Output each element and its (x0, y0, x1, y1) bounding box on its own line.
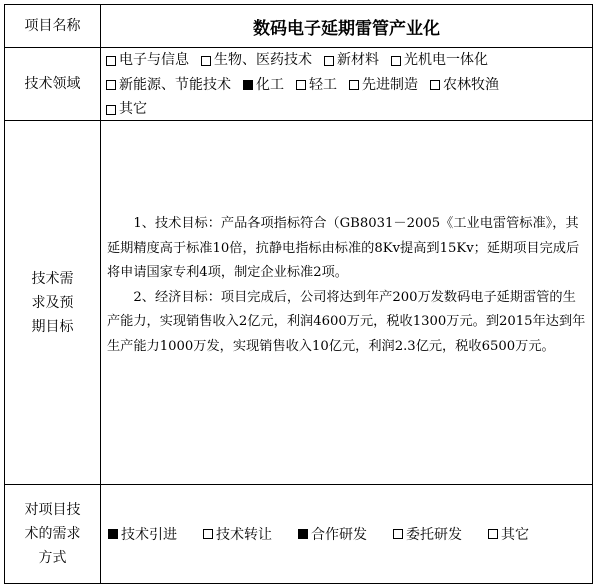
checkbox-box[interactable] (201, 56, 211, 66)
checkbox-box[interactable] (106, 56, 116, 66)
checkbox-other-method[interactable]: 其它 (488, 524, 529, 544)
checkbox-box[interactable] (296, 80, 306, 90)
checkbox-box-checked[interactable] (243, 80, 253, 90)
checkbox-optomechatronics[interactable]: 光机电一体化 (391, 49, 488, 72)
checkbox-commissioned-rd[interactable]: 委托研发 (393, 524, 462, 544)
checkbox-box[interactable] (393, 529, 403, 539)
checkbox-box[interactable] (430, 80, 440, 90)
checkbox-agriculture[interactable]: 农林牧渔 (430, 74, 499, 97)
checkbox-tech-transfer[interactable]: 技术转让 (203, 524, 272, 544)
demand-method-options (101, 485, 592, 583)
checkbox-light-industry[interactable]: 轻工 (296, 74, 337, 97)
table-border-right (592, 4, 593, 584)
checkbox-tech-import[interactable]: 技术引进 (108, 524, 177, 544)
checkbox-new-energy[interactable]: 新能源、节能技术 (106, 74, 231, 97)
tech-goal-label: 技术需 求及预 期目标 (31, 270, 74, 335)
tech-field-label: 技术领域 (24, 76, 81, 92)
economic-goal-paragraph: 2、经济目标：项目完成后，公司将达到年产200万发数码电子延期雷管的生产能力，实现销售收入2亿元，利润4600万元，税收1300万元。到2015年达到年生产能力1000万发，实现销售收入10亿元，利润2.3亿元，税收6500万元。 (107, 289, 586, 354)
project-name-label: 项目名称 (24, 18, 81, 34)
checkbox-box[interactable] (106, 80, 116, 90)
checkbox-box[interactable] (106, 105, 116, 115)
checkbox-box[interactable] (349, 80, 359, 90)
demand-method-label: 对项目技 术的需求 方式 (24, 502, 81, 566)
checkbox-other-field[interactable]: 其它 (106, 98, 147, 121)
tech-field-line-2 (106, 74, 592, 99)
checkbox-box[interactable] (324, 56, 334, 66)
table-border-bottom (4, 583, 593, 584)
checkbox-box[interactable] (391, 56, 401, 66)
checkbox-joint-rd[interactable]: 合作研发 (298, 524, 367, 544)
checkbox-box[interactable] (488, 529, 498, 539)
checkbox-box-checked[interactable] (298, 529, 308, 539)
project-title: 数码电子延期雷管产业化 (253, 18, 440, 39)
checkbox-new-materials[interactable]: 新材料 (324, 49, 379, 72)
tech-goal-content (101, 212, 592, 359)
tech-field-line-1 (106, 49, 592, 74)
checkbox-box[interactable] (203, 529, 213, 539)
checkbox-advanced-manufacturing[interactable]: 先进制造 (349, 74, 418, 97)
tech-field-options (101, 49, 592, 119)
checkbox-biomedicine[interactable]: 生物、医药技术 (201, 49, 312, 72)
technical-goal-paragraph: 1、技术目标：产品各项指标符合（GB8031－2005《工业电雷管标准》，其延期精度高于标准10倍，抗静电指标由标准的8Kv提高到15Kv；延期项目完成后将申请国家专利4项，制定企业标准2项。 (107, 216, 580, 280)
tech-field-line-3 (106, 98, 592, 123)
checkbox-electronics[interactable]: 电子与信息 (106, 49, 189, 72)
checkbox-box-checked[interactable] (108, 529, 118, 539)
checkbox-chemical[interactable]: 化工 (243, 74, 284, 97)
